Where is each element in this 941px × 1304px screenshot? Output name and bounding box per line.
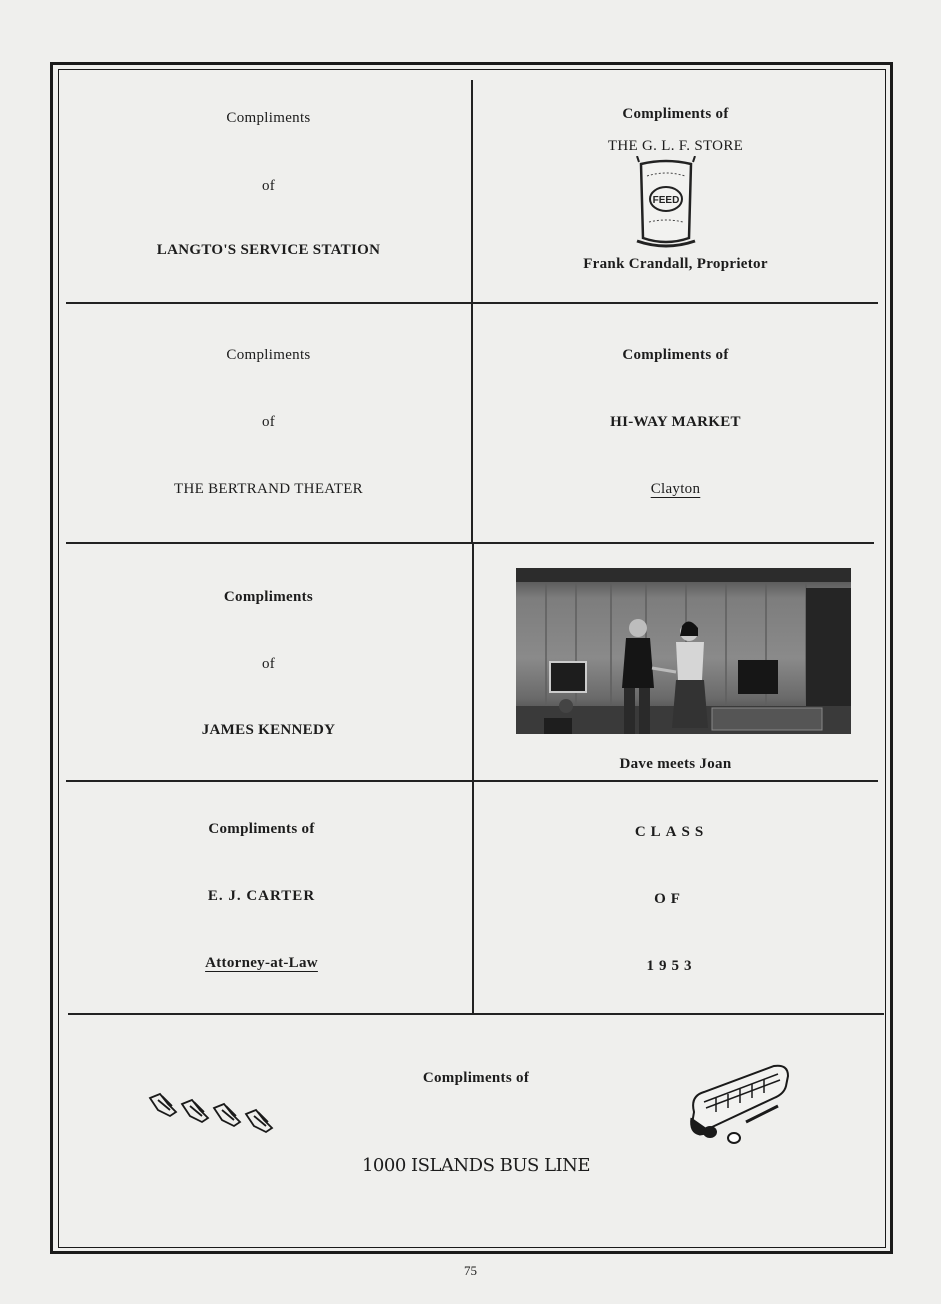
bus-icon: [686, 1062, 792, 1146]
class-of: OF: [654, 891, 685, 907]
stage-photo: [516, 568, 851, 734]
ad-kennedy: [66, 544, 471, 780]
ad-glf-name: THE G. L. F. STORE: [607, 138, 744, 154]
class-year: 1953: [646, 958, 697, 974]
ad-glf-store: [473, 80, 878, 302]
ad-carter: [66, 782, 471, 1013]
ad-hiway-name: HI-WAY MARKET: [610, 414, 741, 430]
ad-class: [473, 782, 878, 1013]
ad-bertrand-line2: of: [261, 414, 276, 430]
ad-kennedy-name: JAMES KENNEDY: [201, 722, 336, 738]
ad-langto-name: LANGTO'S SERVICE STATION: [156, 242, 381, 258]
ad-hiway-town: Clayton: [650, 481, 701, 497]
ad-bus-line1: Compliments of: [422, 1070, 530, 1086]
feed-bag-label: FEED: [652, 195, 680, 206]
class-word: CLASS: [634, 824, 709, 840]
ad-carter-line1: Compliments of: [208, 821, 315, 837]
feed-bag-icon: [631, 156, 701, 251]
ad-kennedy-line1: Compliments: [223, 589, 314, 605]
ad-bertrand-line1: Compliments: [226, 347, 311, 363]
ad-hiway-line1: Compliments of: [622, 347, 729, 363]
page-number: 75: [464, 1263, 477, 1278]
ad-glf-line1: Compliments of: [622, 106, 729, 122]
pointing-hands-icon: [146, 1090, 281, 1138]
ad-langto-line1: Compliments: [226, 110, 311, 126]
photo-caption: Dave meets Joan: [619, 756, 732, 772]
stage-scene-image: [516, 568, 851, 734]
ad-kennedy-line2: of: [261, 656, 276, 672]
ad-langto-line2: of: [261, 178, 276, 194]
ad-langto: [66, 80, 471, 302]
ad-glf-proprietor: Frank Crandall, Proprietor: [583, 256, 768, 272]
ad-bus-name: 1000 ISLANDS BUS LINE: [361, 1155, 591, 1176]
ad-bertrand-name: THE BERTRAND THEATER: [174, 481, 363, 497]
ad-carter-title: Attorney-at-Law: [205, 955, 318, 971]
ad-carter-name: E. J. CARTER: [207, 888, 316, 904]
ad-hiway-market: [473, 304, 878, 542]
ad-bertrand: [66, 304, 471, 542]
